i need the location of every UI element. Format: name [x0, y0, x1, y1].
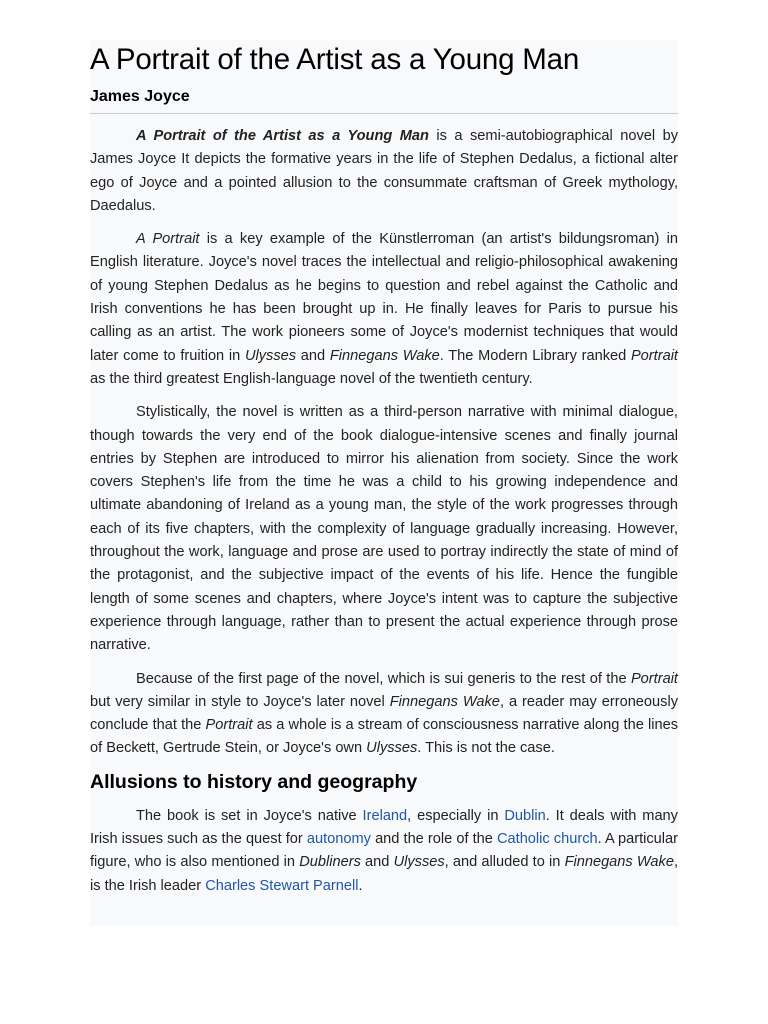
intro-paragraph: A Portrait of the Artist as a Young Man is a semi-autobiographical novel by James Joyce It depicts the formative years in the life of Stephen Dedalus, a fictional alter ego of Joyce and a pointed allusion to the consummate craftsman of Greek mythology, Daedalus. — [90, 128, 678, 214]
page-title: A Portrait of the Artist as a Young Man — [90, 43, 580, 76]
book-title-emphasis: A Portrait of the Artist as a Young Man — [136, 128, 429, 144]
link-charles-stewart-parnell[interactable]: Charles Stewart Parnell — [205, 877, 359, 894]
section-heading-allusions: Allusions to history and geography — [90, 770, 418, 793]
allusions-paragraph: The book is set in Joyce's native Ireland, especially in Dublin. It deals with many Irish issues such as the quest for autonomy and the role of the Catholic church. A particular figure, who is also mentioned in Dubliners and Ulysses, and alluded to in Finnegans Wake, is the Irish leader Charles Stewart Parnell. — [90, 807, 678, 894]
style-paragraph: Stylistically, the novel is written as a third-person narrative with minimal dialogue, though towards the very end of the book dialogue-intensive scenes and finally journal entries by Stephen are introduced to mirror his alienation from society. Since the work covers Stephen's life from the time he was a child to his growing independence and ultimate abandoning of Ireland as a young man, the style of the work progresses through each of its five chapters, with the complexity of language gradually increasing. However, throughout the work, language and prose are used to portray indirectly the state of mind of the protagonist, and the subjective impact of the events of his life. Hence the fungible length of some scenes and chapters, where Joyce's intent was to capture the subjective experience through language, rather than to present the actual experience through prose narrative. — [90, 404, 678, 654]
kunstlerroman-paragraph: A Portrait is a key example of the Künstlerroman (an artist's bildungsroman) in English literature. Joyce's novel traces the intellectual and religio-philosophical awakening of young Stephen Dedalus as he begins to question and rebel against the Catholic and Irish conventions he has been brought up in. He finally leaves for Paris to pursue his calling as an artist. The work pioneers some of Joyce's modernist techniques that would later come to fruition in Ulysses and Finnegans Wake. The Modern Library ranked Portrait as the third greatest English-language novel of the twentieth century. — [90, 231, 678, 387]
author-name: James Joyce — [90, 87, 678, 114]
link-dublin[interactable]: Dublin — [504, 807, 546, 824]
link-autonomy[interactable]: autonomy — [306, 831, 371, 848]
link-catholic-church[interactable]: Catholic church — [496, 831, 598, 848]
first-page-paragraph: Because of the first page of the novel, which is sui generis to the rest of the Portrait but very similar in style to Joyce's later novel Finnegans Wake, a reader may erroneously conclude that the Portrait as a whole is a stream of consciousness narrative along the lines of Beckett, Gertrude Stein, or Joyce's own Ulysses. This is not the case. — [90, 670, 678, 757]
article-page — [90, 40, 678, 926]
link-ireland[interactable]: Ireland — [362, 807, 408, 824]
